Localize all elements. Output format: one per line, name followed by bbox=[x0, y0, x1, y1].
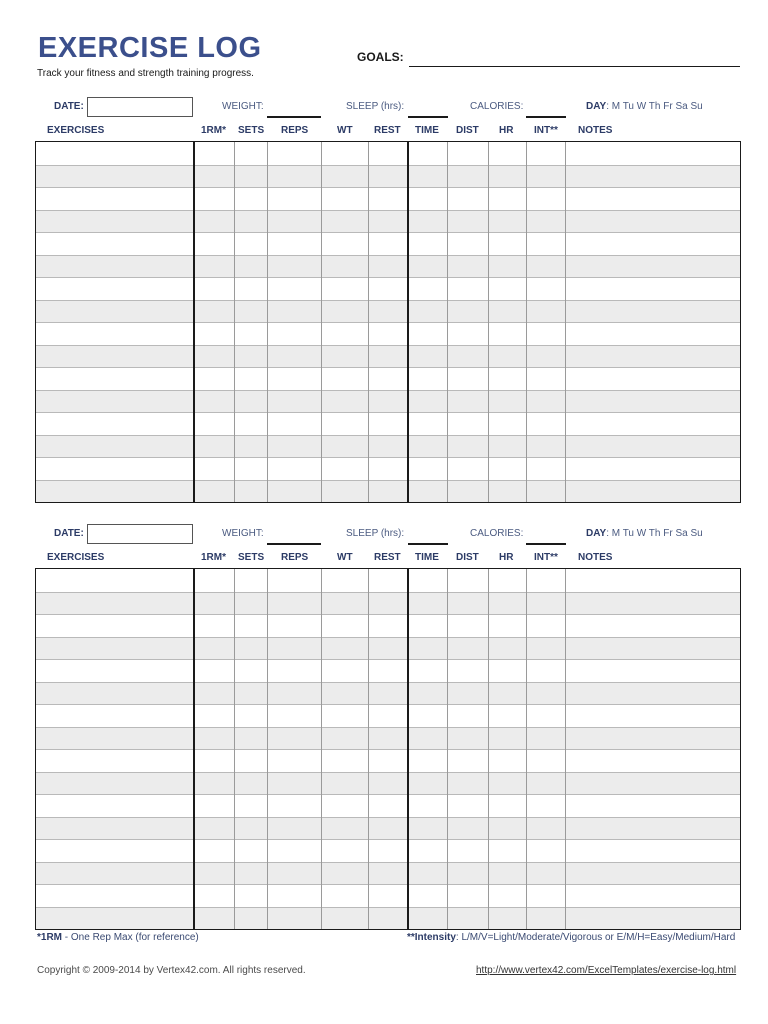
goals-label: GOALS: bbox=[357, 50, 404, 64]
col-1rm: 1RM* bbox=[201, 125, 227, 136]
table-row[interactable] bbox=[36, 704, 740, 727]
col-wt: WT bbox=[337, 125, 353, 136]
col-hr: HR bbox=[499, 552, 514, 563]
day-label: DAY bbox=[586, 101, 607, 112]
footnote-intensity-key: **Intensity bbox=[407, 932, 456, 943]
table-row[interactable] bbox=[36, 412, 740, 435]
col-time: TIME bbox=[415, 125, 439, 136]
table-row[interactable] bbox=[36, 614, 740, 637]
col-sets: SETS bbox=[238, 125, 265, 136]
footnote-1rm-key: *1RM bbox=[37, 932, 63, 943]
date-field[interactable] bbox=[87, 524, 193, 544]
day-options: : M Tu W Th Fr Sa Su bbox=[606, 528, 703, 539]
column-divider bbox=[526, 142, 527, 502]
table-row[interactable] bbox=[36, 345, 740, 368]
table-row[interactable] bbox=[36, 817, 740, 840]
table-row[interactable] bbox=[36, 794, 740, 817]
weight-label: WEIGHT: bbox=[222, 528, 264, 539]
table-row[interactable] bbox=[36, 367, 740, 390]
weight-field[interactable] bbox=[267, 543, 321, 545]
col-notes: NOTES bbox=[578, 552, 613, 563]
date-field[interactable] bbox=[87, 97, 193, 117]
table-row[interactable] bbox=[36, 277, 740, 300]
footnote-intensity bbox=[407, 932, 735, 943]
table-row[interactable] bbox=[36, 232, 740, 255]
col-notes: NOTES bbox=[578, 125, 613, 136]
weight-field[interactable] bbox=[267, 116, 321, 118]
table-row[interactable] bbox=[36, 569, 740, 592]
column-divider bbox=[526, 569, 527, 929]
page-title: EXERCISE LOG bbox=[38, 32, 262, 64]
col-sets: SETS bbox=[238, 552, 265, 563]
table-row[interactable] bbox=[36, 659, 740, 682]
column-divider bbox=[447, 569, 448, 929]
column-divider bbox=[193, 142, 195, 502]
footnote-intensity-text: : L/M/V=Light/Moderate/Vigorous or E/M/H=Easy/Medium/Hard bbox=[455, 932, 736, 943]
table-row[interactable] bbox=[36, 435, 740, 458]
calories-field[interactable] bbox=[526, 116, 566, 118]
table-row[interactable] bbox=[36, 457, 740, 480]
table-row[interactable] bbox=[36, 390, 740, 413]
log-table bbox=[35, 568, 741, 930]
day-selector[interactable] bbox=[586, 528, 703, 539]
column-divider bbox=[267, 142, 268, 502]
column-divider bbox=[234, 569, 235, 929]
page-subtitle: Track your fitness and strength training progress. bbox=[37, 68, 254, 79]
table-row[interactable] bbox=[36, 142, 740, 165]
col-dist: DIST bbox=[456, 552, 479, 563]
column-divider bbox=[565, 569, 566, 929]
table-row[interactable] bbox=[36, 839, 740, 862]
col-1rm: 1RM* bbox=[201, 552, 227, 563]
column-divider bbox=[407, 569, 409, 929]
col-hr: HR bbox=[499, 125, 514, 136]
col-time: TIME bbox=[415, 552, 439, 563]
sleep-label: SLEEP (hrs): bbox=[346, 101, 405, 112]
table-row[interactable] bbox=[36, 884, 740, 907]
footnote-1rm-text: - One Rep Max (for reference) bbox=[62, 932, 199, 943]
log-table bbox=[35, 141, 741, 503]
column-divider bbox=[234, 142, 235, 502]
day-label: DAY bbox=[586, 528, 607, 539]
table-row[interactable] bbox=[36, 749, 740, 772]
info-row bbox=[0, 524, 768, 544]
table-row[interactable] bbox=[36, 300, 740, 323]
weight-label: WEIGHT: bbox=[222, 101, 264, 112]
col-reps: REPS bbox=[281, 552, 309, 563]
col-rest: REST bbox=[374, 552, 401, 563]
sleep-field[interactable] bbox=[408, 543, 448, 545]
sleep-label: SLEEP (hrs): bbox=[346, 528, 405, 539]
column-divider bbox=[407, 142, 409, 502]
day-selector[interactable] bbox=[586, 101, 703, 112]
col-int: INT** bbox=[534, 552, 558, 563]
col-exercises: EXERCISES bbox=[47, 125, 105, 136]
column-divider bbox=[193, 569, 195, 929]
day-options: : M Tu W Th Fr Sa Su bbox=[606, 101, 703, 112]
col-wt: WT bbox=[337, 552, 353, 563]
calories-label: CALORIES: bbox=[470, 101, 524, 112]
table-row[interactable] bbox=[36, 637, 740, 660]
calories-field[interactable] bbox=[526, 543, 566, 545]
table-row[interactable] bbox=[36, 862, 740, 885]
table-row[interactable] bbox=[36, 907, 740, 930]
calories-label: CALORIES: bbox=[470, 528, 524, 539]
goals-field[interactable] bbox=[409, 66, 740, 67]
column-divider bbox=[368, 569, 369, 929]
col-exercises: EXERCISES bbox=[47, 552, 105, 563]
col-int: INT** bbox=[534, 125, 558, 136]
col-reps: REPS bbox=[281, 125, 309, 136]
col-rest: REST bbox=[374, 125, 401, 136]
table-row[interactable] bbox=[36, 727, 740, 750]
source-link[interactable]: http://www.vertex42.com/ExcelTemplates/exercise-log.html bbox=[476, 965, 737, 976]
table-row[interactable] bbox=[36, 772, 740, 795]
column-divider bbox=[368, 142, 369, 502]
footnote-1rm bbox=[37, 932, 199, 943]
sleep-field[interactable] bbox=[408, 116, 448, 118]
column-divider bbox=[321, 142, 322, 502]
date-label: DATE: bbox=[54, 101, 84, 112]
col-dist: DIST bbox=[456, 125, 479, 136]
column-headers bbox=[0, 125, 768, 139]
table-row[interactable] bbox=[36, 322, 740, 345]
column-divider bbox=[488, 142, 489, 502]
copyright: Copyright © 2009-2014 by Vertex42.com. All rights reserved. bbox=[37, 965, 306, 976]
date-label: DATE: bbox=[54, 528, 84, 539]
table-row[interactable] bbox=[36, 255, 740, 278]
table-row[interactable] bbox=[36, 592, 740, 615]
column-divider bbox=[565, 142, 566, 502]
column-headers bbox=[0, 552, 768, 566]
column-divider bbox=[321, 569, 322, 929]
column-divider bbox=[267, 569, 268, 929]
table-row[interactable] bbox=[36, 165, 740, 188]
info-row bbox=[0, 97, 768, 117]
table-row[interactable] bbox=[36, 187, 740, 210]
table-row[interactable] bbox=[36, 480, 740, 503]
column-divider bbox=[447, 142, 448, 502]
table-row[interactable] bbox=[36, 210, 740, 233]
column-divider bbox=[488, 569, 489, 929]
table-row[interactable] bbox=[36, 682, 740, 705]
